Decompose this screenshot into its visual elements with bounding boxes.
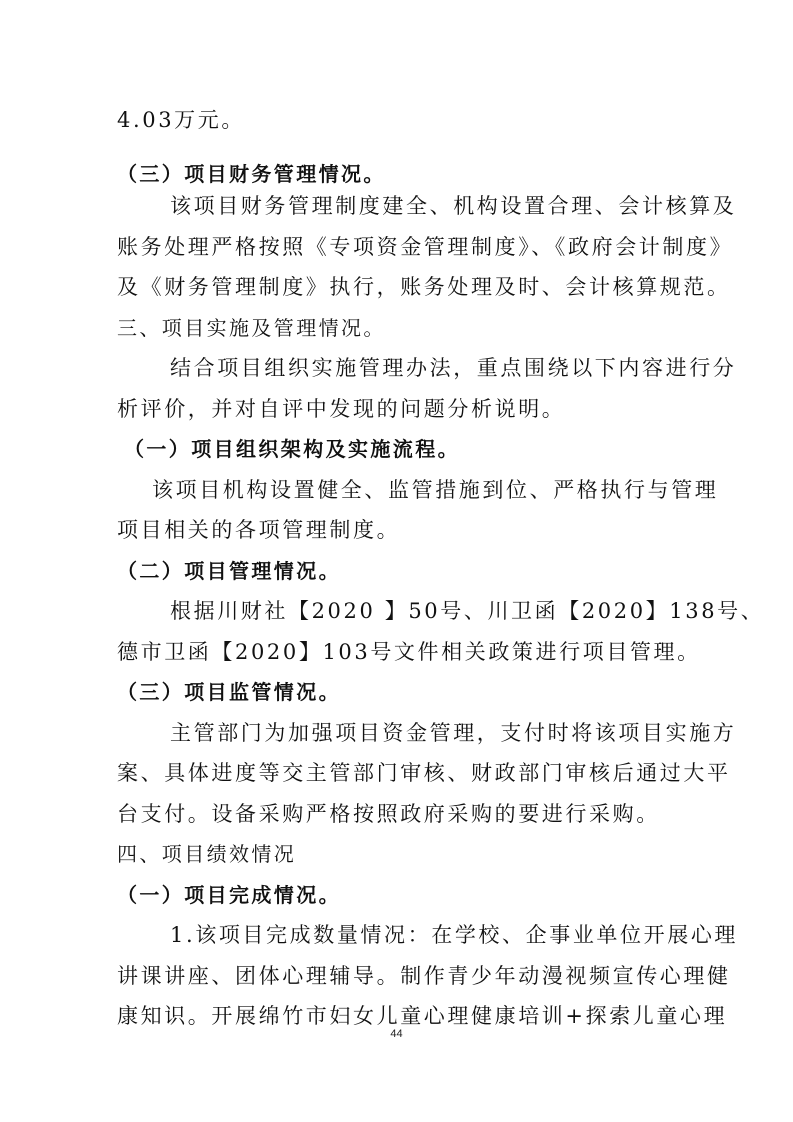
section-heading-implementation: 三、项目实施及管理情况。 [117,316,386,340]
paragraph-line: 1.该项目完成数量情况：在学校、企事业单位开展心理 [170,923,739,947]
section-heading-completion: （一）项目完成情况。 [117,883,341,907]
paragraph-line: 析评价，并对自评中发现的问题分析说明。 [117,397,566,421]
section-heading-performance: 四、项目绩效情况 [117,842,297,866]
page-number: 44 [390,1028,403,1040]
paragraph-line: 主管部门为加强项目资金管理，支付时将该项目实施方 [170,721,737,745]
section-heading-supervision: （三）项目监管情况。 [117,680,341,704]
paragraph-line: 讲课讲座、团体心理辅导。制作青少年动漫视频宣传心理健 [117,964,731,988]
paragraph-line: 台支付。设备采购严格按照政府采购的要进行采购。 [117,802,660,826]
paragraph-line: 该项目机构设置健全、监管措施到位、严格执行与管理 [152,478,719,502]
section-heading-finance: （三）项目财务管理情况。 [117,162,386,186]
paragraph-line: 账务处理严格按照《专项资金管理制度》、《政府会计制度》 [117,235,734,259]
paragraph-line: 案、具体进度等交主管部门审核、财政部门审核后通过大平 [117,761,731,785]
paragraph-line: 结合项目组织实施管理办法，重点围绕以下内容进行分 [170,356,737,380]
paragraph-line: 康知识。开展绵竹市妇女儿童心理健康培训+探索儿童心理 [117,1004,728,1028]
section-heading-management: （二）项目管理情况。 [117,559,341,583]
paragraph-line: 德市卫函【2020】103号文件相关政策进行项目管理。 [117,640,701,664]
paragraph-line: 4.03万元。 [117,108,245,132]
paragraph-line: 项目相关的各项管理制度。 [117,518,401,542]
section-heading-organization: （一）项目组织架构及实施流程。 [124,437,460,461]
paragraph-line: 根据川财社【2020 】50号、川卫函【2020】138号、 [170,599,765,623]
paragraph-line: 及《财务管理制度》执行，账务处理及时、会计核算规范。 [117,275,731,299]
paragraph-line: 该项目财务管理制度建全、机构设置合理、会计核算及 [170,194,737,218]
